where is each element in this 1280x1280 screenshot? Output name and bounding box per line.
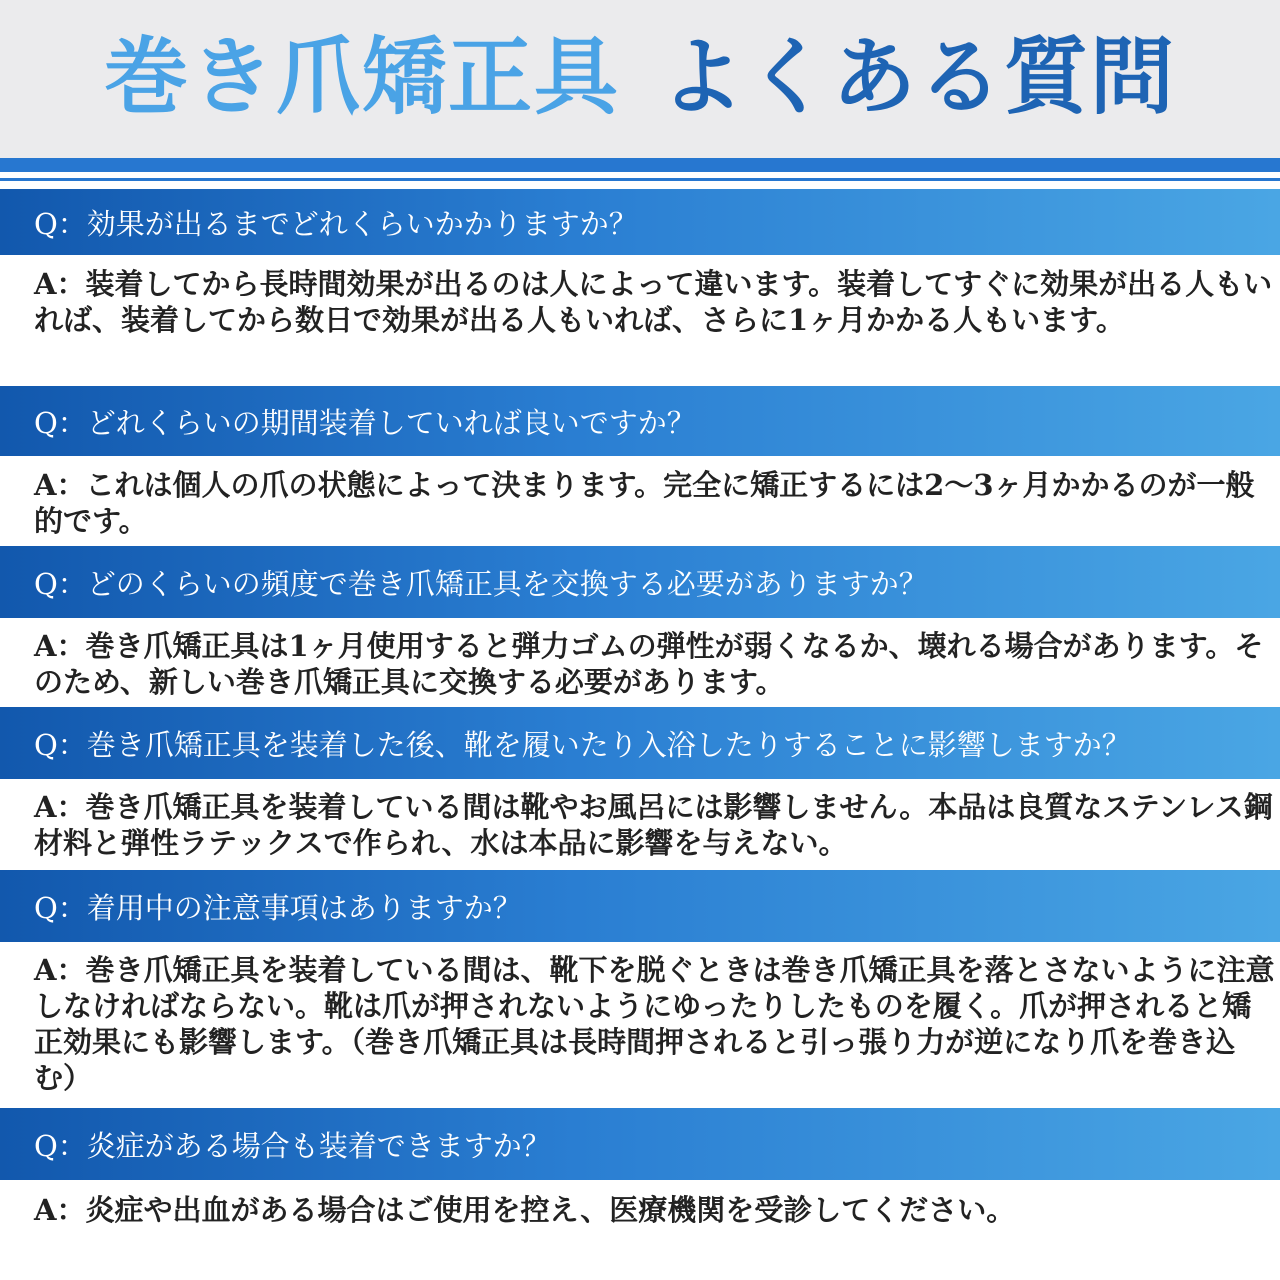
faq-question-6: Q：炎症がある場合も装着できますか？ bbox=[0, 1108, 1280, 1180]
divider-thick bbox=[0, 158, 1280, 172]
faq-answer-5: A：巻き爪矯正具を装着している間は、靴下を脱ぐときは巻き爪矯正具を落とさないように注意しなければならない。靴は爪が押されないようにゆったりしたものを履く。爪が押されると矯正効果にも影響します。（巻き爪矯正具は長時間押されると引っ張り力が逆になり爪を巻き込む） bbox=[34, 953, 1275, 1095]
faq-answer-1: A：装着してから長時間効果が出るのは人によって違います。装着してすぐに効果が出る人もいれば、装着してから数日で効果が出る人もいれば、さらに1ヶ月かかる人もいます。 bbox=[34, 267, 1273, 337]
faq-question-1: Q：効果が出るまでどれくらいかかりますか？ bbox=[0, 189, 1280, 255]
title-product: 巻き爪矯正具 bbox=[103, 27, 620, 126]
faq-answer-4: A：巻き爪矯正具を装着している間は靴やお風呂には影響しません。本品は良質なステンレス鋼材料と弾性ラテックスで作られ、水は本品に影響を与えない。 bbox=[34, 790, 1273, 860]
faq-answer-3: A：巻き爪矯正具は1ヶ月使用すると弾力ゴムの弾性が弱くなるか、壊れる場合があります。そのため、新しい巻き爪矯正具に交換する必要があります。 bbox=[34, 629, 1264, 699]
divider-thin bbox=[0, 178, 1280, 181]
faq-question-4: Q：巻き爪矯正具を装着した後、靴を履いたり入浴したりすることに影響しますか？ bbox=[0, 707, 1280, 779]
faq-question-2: Q：どれくらいの期間装着していれば良いですか？ bbox=[0, 386, 1280, 456]
title-faq: よくある質問 bbox=[660, 27, 1177, 126]
page-title bbox=[0, 22, 1280, 132]
faq-answer-6: A：炎症や出血がある場合はご使用を控え、医療機関を受診してください。 bbox=[34, 1193, 1016, 1227]
faq-question-3: Q：どのくらいの頻度で巻き爪矯正具を交換する必要がありますか？ bbox=[0, 546, 1280, 618]
faq-question-5: Q：着用中の注意事項はありますか？ bbox=[0, 870, 1280, 942]
faq-answer-2: A：これは個人の爪の状態によって決まります。完全に矯正するには2～3ヶ月かかるのが一般的です。 bbox=[34, 468, 1255, 538]
